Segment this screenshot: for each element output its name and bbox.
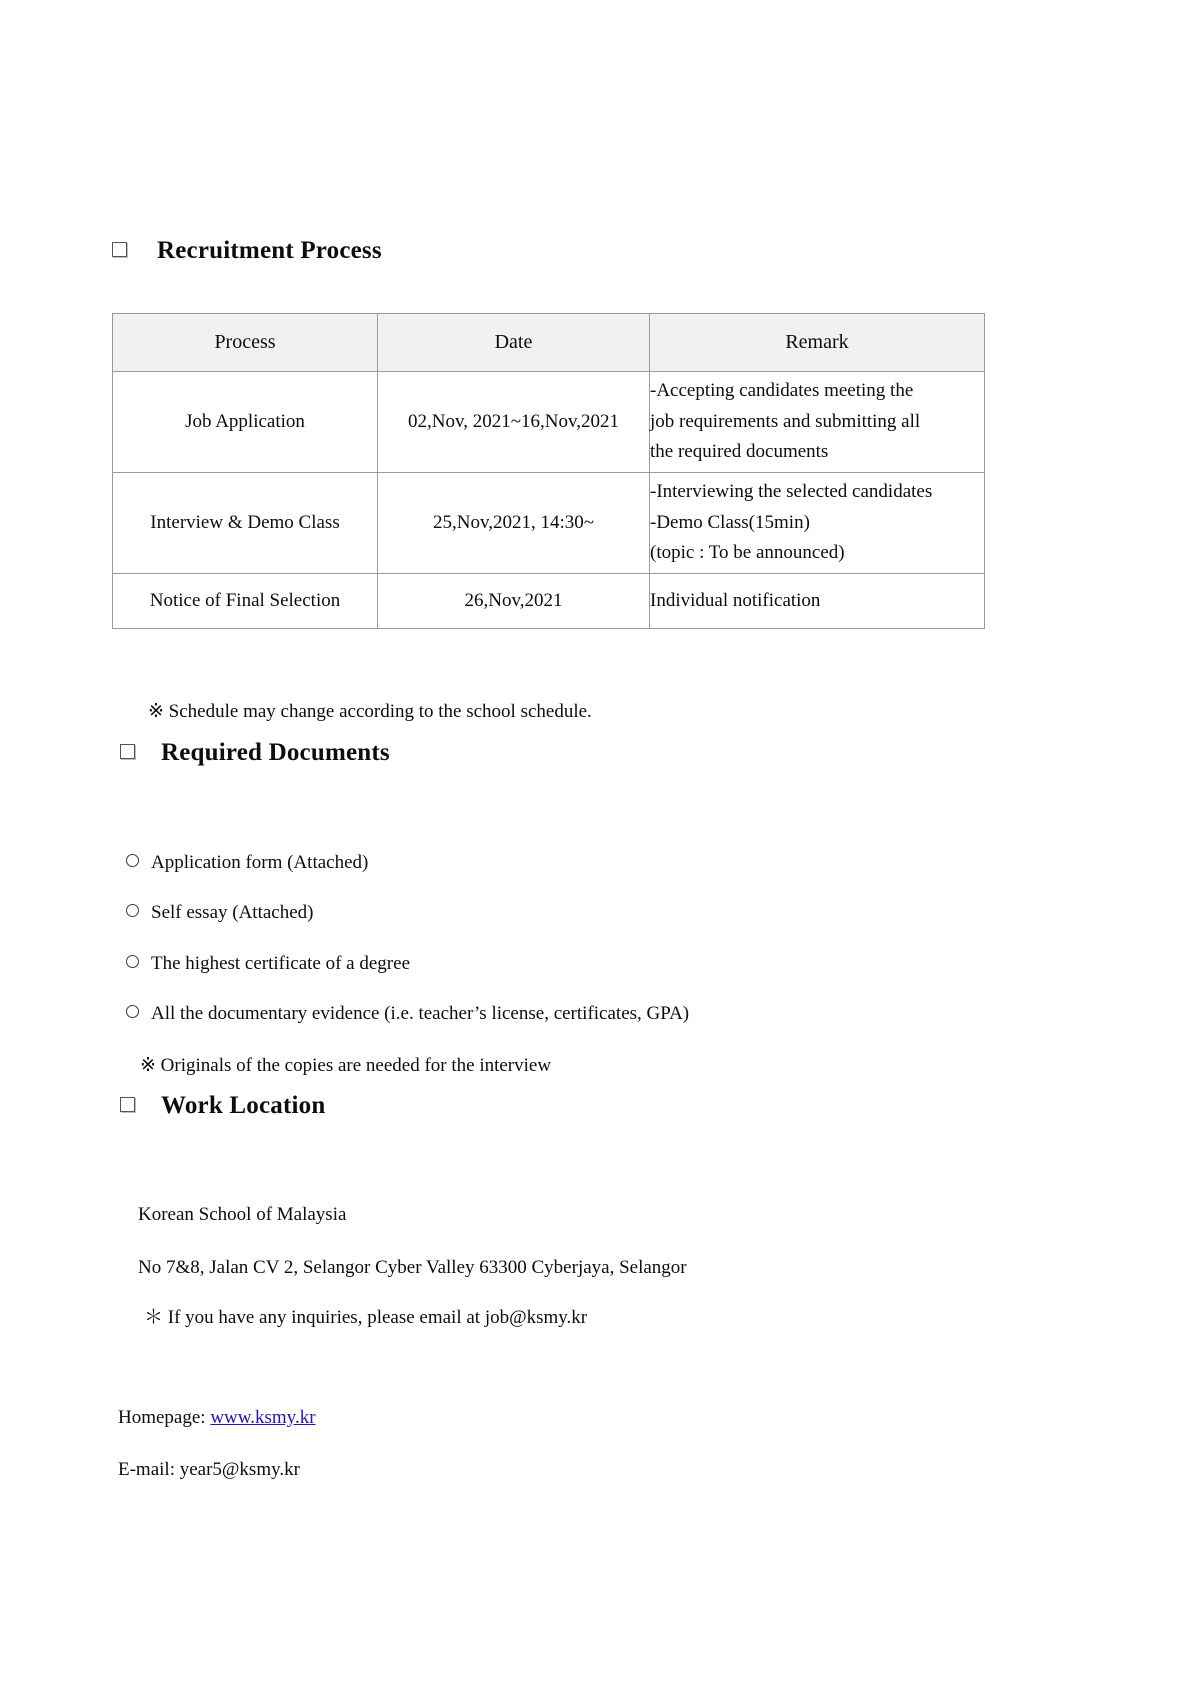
remark-line: -Accepting candidates meeting the [650,379,914,401]
remark-line: the required documents [650,441,829,463]
list-item [126,953,410,975]
required-documents-note: ※ Originals of the copies are needed for the interview [140,1055,552,1076]
cell-process: Interview & Demo Class [113,473,378,574]
list-item-label: The highest certificate of a degree [151,953,410,974]
table-row [113,372,985,473]
cell-date: 25,Nov,2021, 14:30~ [378,473,650,574]
list-item [126,902,314,924]
section-title-required-documents: Required Documents [161,739,390,766]
circle-bullet-icon [126,955,139,968]
section-heading-work-location [120,1093,325,1118]
list-item-label: All the documentary evidence (i.e. teacher’s license, certificates, GPA) [151,1003,690,1024]
cell-process: Notice of Final Selection [113,574,378,629]
square-bullet-icon [120,744,135,759]
remark-line: (topic : To be announced) [650,542,845,564]
square-bullet-icon [120,1097,135,1112]
section-title-work-location: Work Location [161,1092,326,1119]
cell-remark [650,372,985,473]
homepage-line [118,1406,316,1431]
list-item [126,1003,689,1025]
list-item [126,852,368,874]
remark-line: -Demo Class(15min) [650,511,810,533]
work-location-inquiry-note: ＊ If you have any inquiries, please email at job@ksmy.kr [144,1307,588,1328]
table-row [113,574,985,629]
square-bullet-icon [112,242,127,257]
recruitment-process-table [112,313,985,629]
remark-line: Individual notification [650,589,821,611]
list-item-label: Application form (Attached) [151,852,369,873]
column-header-process: Process [113,314,378,372]
section-heading-recruitment-process [112,238,382,263]
cell-date: 02,Nov, 2021~16,Nov,2021 [378,372,650,473]
table-row [113,473,985,574]
schedule-note: ※ Schedule may change according to the school schedule. [148,701,592,722]
page-title: Recruitment Process [157,237,382,264]
work-location-address: No 7&8, Jalan CV 2, Selangor Cyber Valley 63300 Cyberjaya, Selangor [138,1257,687,1278]
cell-remark [650,473,985,574]
column-header-date: Date [378,314,650,372]
remark-line: job requirements and submitting all [650,410,921,432]
cell-remark [650,574,985,629]
remark-line: -Interviewing the selected candidates [650,480,933,502]
cell-date: 26,Nov,2021 [378,574,650,629]
cell-process: Job Application [113,372,378,473]
section-heading-required-documents [120,740,390,765]
circle-bullet-icon [126,1005,139,1018]
work-location-name: Korean School of Malaysia [138,1204,347,1225]
table-header-row [113,314,985,372]
homepage-link[interactable]: www.ksmy.kr [210,1407,316,1428]
column-header-remark: Remark [650,314,985,372]
circle-bullet-icon [126,904,139,917]
homepage-label: Homepage: [118,1407,211,1428]
email-line: E-mail: year5@ksmy.kr [118,1459,300,1480]
list-item-label: Self essay (Attached) [151,902,314,923]
circle-bullet-icon [126,854,139,867]
